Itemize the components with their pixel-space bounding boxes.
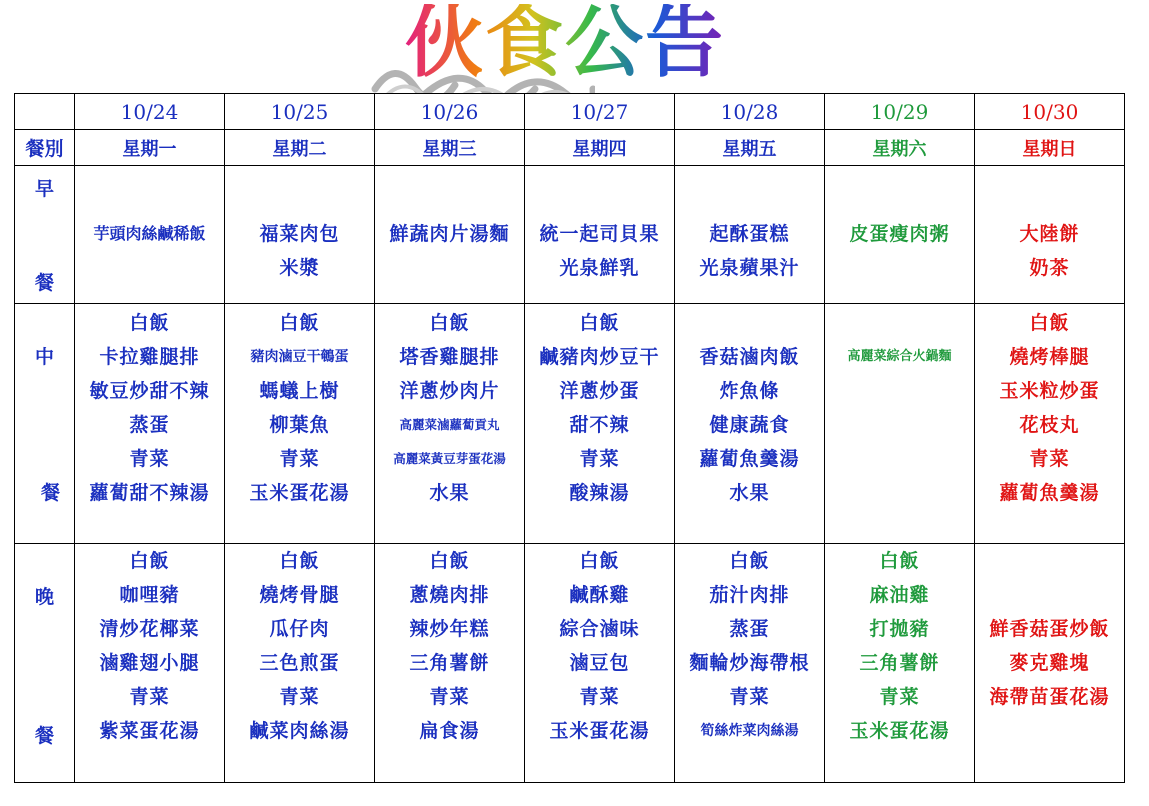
menu-item: 青菜	[129, 447, 170, 470]
menu-item: 綜合滷味	[559, 618, 640, 641]
menu-item: 青菜	[279, 686, 320, 709]
menu-item: 蒸蛋	[129, 413, 170, 436]
meal-label-char: 晚	[34, 586, 54, 609]
lunch-cell	[975, 303, 1125, 544]
menu-item: 玉米粒炒蛋	[999, 379, 1100, 402]
meal-label-char: 中	[34, 345, 54, 368]
menu-item: 白飯	[579, 550, 620, 573]
breakfast-cell	[225, 166, 375, 303]
menu-item: 三角薯餅	[859, 652, 940, 675]
weekday-cell: 星期二	[225, 130, 375, 166]
menu-item: 卡拉雞腿排	[99, 345, 200, 368]
menu-item: 敏豆炒甜不辣	[89, 379, 210, 402]
menu-item: 奶茶	[1029, 257, 1070, 280]
menu-item: 蘿蔔魚羹湯	[699, 447, 800, 470]
menu-item: 打拋豬	[869, 618, 930, 641]
menu-item: 白飯	[129, 550, 170, 573]
lunch-cell	[225, 303, 375, 544]
menu-item: 清炒花椰菜	[99, 618, 200, 641]
menu-item: 洋蔥炒蛋	[559, 379, 640, 402]
menu-item: 海帶苗蛋花湯	[989, 686, 1110, 709]
menu-item: 紫菜蛋花湯	[99, 720, 200, 743]
menu-item: 咖哩豬	[119, 584, 180, 607]
menu-item: 玉米蛋花湯	[249, 481, 350, 504]
menu-item: 扁食湯	[419, 720, 480, 743]
menu-item: 芋頭肉絲鹹稀飯	[93, 224, 206, 244]
menu-item: 麻油雞	[869, 584, 930, 607]
menu-item: 青菜	[579, 447, 620, 470]
breakfast-cell	[975, 166, 1125, 303]
menu-item: 統一起司貝果	[539, 223, 660, 246]
menu-item: 玉米蛋花湯	[849, 720, 950, 743]
menu-item: 高麗菜滷蘿蔔貢丸	[399, 416, 500, 432]
meal-label-char: 餐	[34, 271, 54, 294]
breakfast-cell	[375, 166, 525, 303]
menu-item: 光泉鮮乳	[559, 257, 640, 280]
dinner-cell	[525, 544, 675, 783]
menu-item: 鹹菜肉絲湯	[249, 720, 350, 743]
menu-item: 白飯	[729, 550, 770, 573]
dinner-cell	[75, 544, 225, 783]
menu-item: 白飯	[579, 311, 620, 334]
menu-item: 水果	[429, 481, 470, 504]
menu-item: 白飯	[279, 550, 320, 573]
menu-item: 茄汁肉排	[709, 584, 790, 607]
menu-item: 燒烤棒腿	[1009, 345, 1090, 368]
breakfast-cell	[525, 166, 675, 303]
lunch-cell	[675, 303, 825, 544]
breakfast-cell	[75, 166, 225, 303]
corner-cell	[15, 94, 75, 130]
lunch-cell	[525, 303, 675, 544]
menu-item: 蔥燒肉排	[409, 584, 490, 607]
date-header-row	[15, 94, 1125, 130]
menu-item: 塔香雞腿排	[399, 345, 500, 368]
menu-item: 麥克雞塊	[1009, 652, 1090, 675]
date-cell: 10/27	[525, 94, 675, 130]
menu-item: 白飯	[129, 311, 170, 334]
dinner-cell	[375, 544, 525, 783]
menu-item: 香菇滷肉飯	[699, 345, 800, 368]
menu-item: 米漿	[279, 257, 320, 280]
weekday-cell: 星期四	[525, 130, 675, 166]
menu-item: 麵輪炒海帶根	[689, 652, 810, 675]
lunch-cell	[375, 303, 525, 544]
menu-item: 起酥蛋糕	[709, 223, 790, 246]
date-cell: 10/26	[375, 94, 525, 130]
menu-item: 青菜	[879, 686, 920, 709]
menu-item: 玉米蛋花湯	[549, 720, 650, 743]
menu-item: 甜不辣	[569, 413, 630, 436]
menu-item: 青菜	[129, 686, 170, 709]
meal-label-char: 餐	[34, 725, 54, 747]
dinner-cell	[975, 544, 1125, 783]
menu-item: 蘿蔔甜不辣湯	[89, 481, 210, 504]
dinner-cell	[225, 544, 375, 783]
menu-item: 高麗菜綜合火鍋麵	[847, 348, 952, 364]
menu-item: 洋蔥炒肉片	[399, 379, 500, 402]
weekday-cell: 星期五	[675, 130, 825, 166]
menu-item: 健康蔬食	[709, 413, 790, 436]
menu-item: 青菜	[1029, 447, 1070, 470]
meal-label-char: 餐	[40, 482, 60, 505]
menu-item: 瓜仔肉	[269, 618, 330, 641]
weekday-cell: 星期日	[975, 130, 1125, 166]
breakfast-label	[15, 166, 75, 303]
menu-item: 花枝丸	[1019, 413, 1080, 436]
menu-item: 燒烤骨腿	[259, 584, 340, 607]
dinner-cell	[825, 544, 975, 783]
menu-item: 青菜	[579, 686, 620, 709]
breakfast-cell	[675, 166, 825, 303]
menu-item: 豬肉滷豆干鵪蛋	[250, 348, 349, 365]
dinner-cell	[675, 544, 825, 783]
dinner-label	[15, 544, 75, 783]
menu-item: 酸辣湯	[569, 481, 630, 504]
menu-item: 白飯	[1029, 311, 1070, 334]
menu-item: 螞蟻上樹	[259, 379, 340, 402]
menu-item: 柳葉魚	[269, 413, 330, 436]
menu-item: 大陸餅	[1019, 223, 1080, 246]
menu-item: 蒸蛋	[729, 618, 770, 641]
menu-item: 三色煎蛋	[259, 652, 340, 675]
weekday-cell: 星期三	[375, 130, 525, 166]
menu-item: 白飯	[879, 550, 920, 573]
weekday-cell: 星期六	[825, 130, 975, 166]
menu-item: 白飯	[429, 311, 470, 334]
page-title: 伙食公告	[405, 0, 726, 88]
menu-item: 青菜	[729, 686, 770, 709]
date-cell: 10/24	[75, 94, 225, 130]
menu-item: 白飯	[429, 550, 470, 573]
menu-item: 筍絲炸菜肉絲湯	[700, 723, 799, 740]
lunch-row	[15, 303, 1125, 544]
menu-item: 鮮蔬肉片湯麵	[389, 223, 510, 246]
menu-item: 鹹豬肉炒豆干	[539, 345, 660, 368]
lunch-cell	[825, 303, 975, 544]
menu-item: 鹹酥雞	[569, 584, 630, 607]
menu-item: 光泉蘋果汁	[699, 257, 800, 280]
menu-item: 三角薯餅	[409, 652, 490, 675]
menu-item: 炸魚條	[719, 379, 780, 402]
lunch-label	[15, 303, 75, 544]
date-cell: 10/25	[225, 94, 375, 130]
menu-item: 滷豆包	[569, 652, 630, 675]
menu-item: 滷雞翅小腿	[99, 652, 200, 675]
menu-item: 福菜肉包	[259, 223, 340, 246]
date-cell: 10/30	[975, 94, 1125, 130]
menu-item: 水果	[729, 481, 770, 504]
date-cell: 10/28	[675, 94, 825, 130]
meal-label-char: 早	[34, 178, 54, 201]
menu-item: 辣炒年糕	[409, 618, 490, 641]
breakfast-cell	[825, 166, 975, 303]
menu-item: 鮮香菇蛋炒飯	[989, 618, 1110, 641]
menu-item: 皮蛋瘦肉粥	[849, 223, 950, 246]
menu-item: 高麗菜黃豆芽蛋花湯	[393, 450, 506, 466]
weekday-cell: 星期一	[75, 130, 225, 166]
lunch-cell	[75, 303, 225, 544]
breakfast-row	[15, 166, 1125, 303]
menu-item: 白飯	[279, 311, 320, 334]
menu-item: 蘿蔔魚羹湯	[999, 481, 1100, 504]
weekday-header-row	[15, 130, 1125, 166]
menu-item: 青菜	[429, 686, 470, 709]
dinner-row	[15, 544, 1125, 783]
date-cell: 10/29	[825, 94, 975, 130]
meal-type-header: 餐別	[15, 130, 75, 166]
menu-table	[14, 93, 1125, 783]
menu-item: 青菜	[279, 447, 320, 470]
